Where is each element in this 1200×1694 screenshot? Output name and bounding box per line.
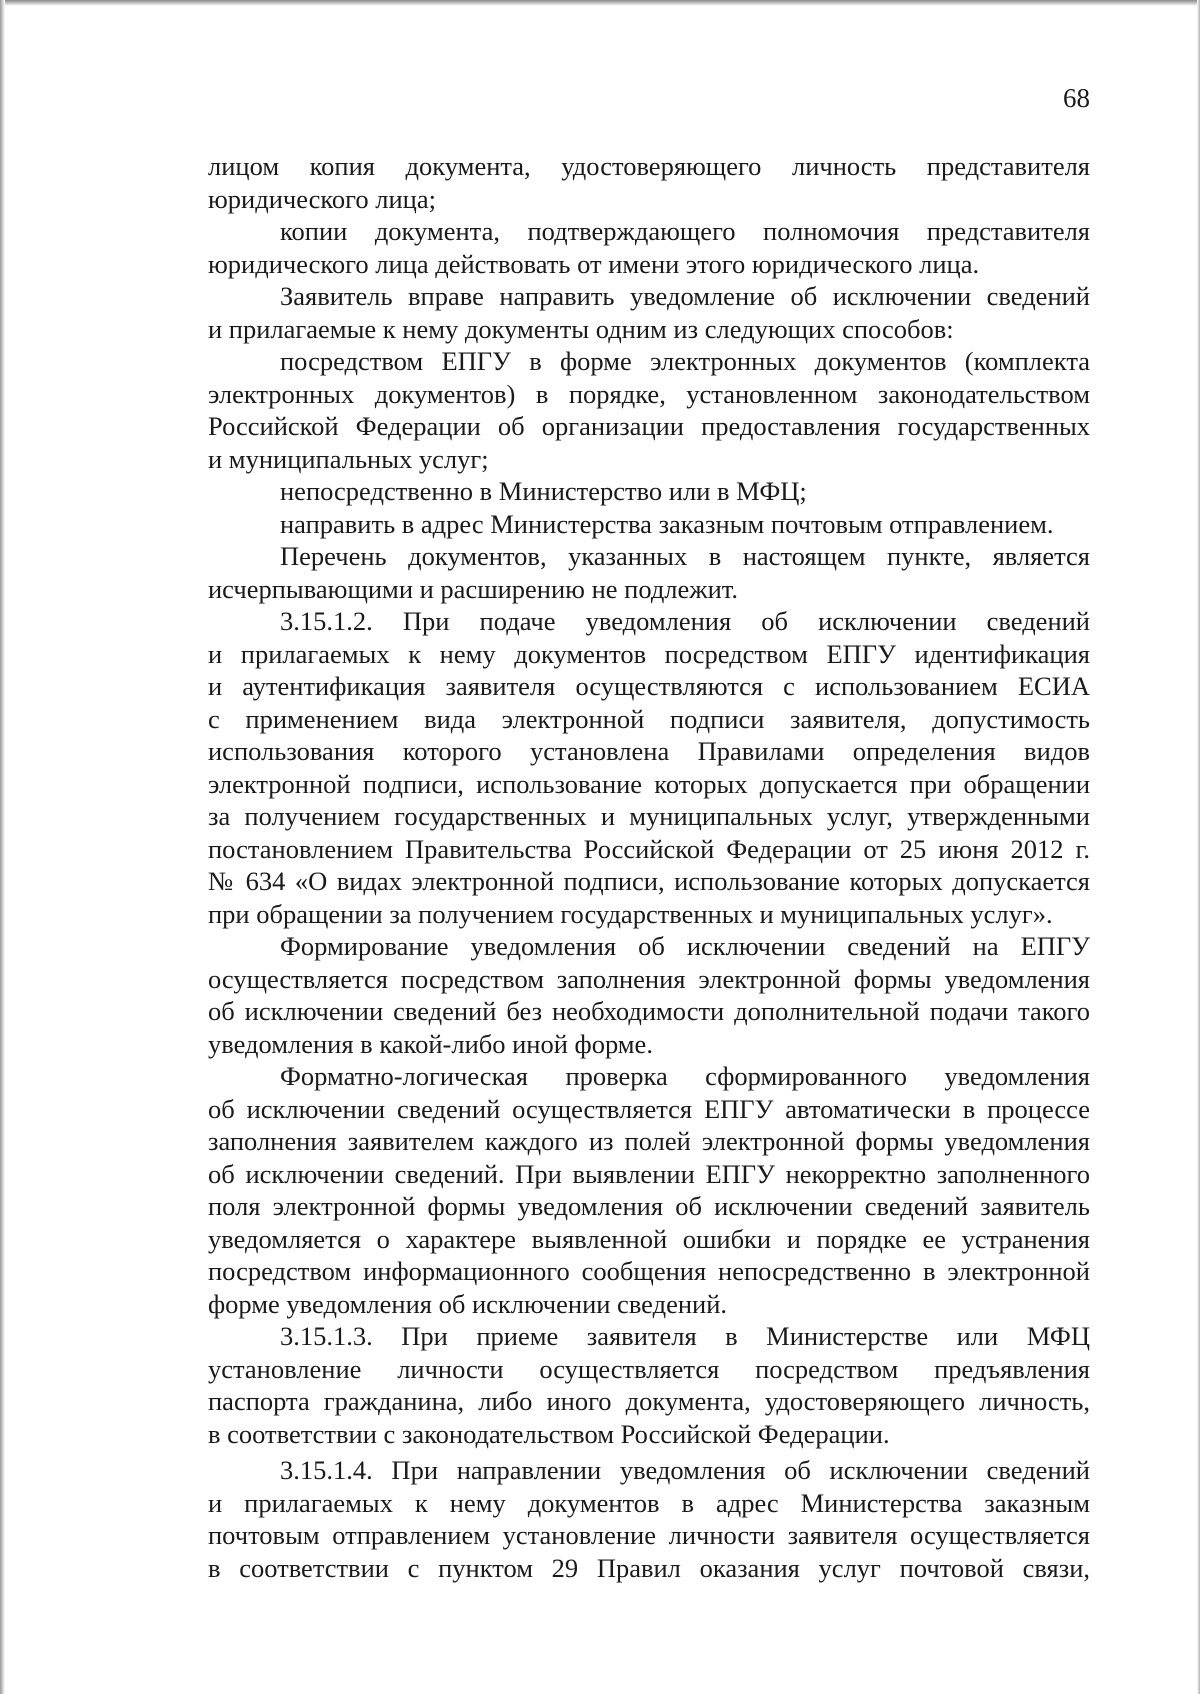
paragraph [208, 150, 1090, 183]
text-line: при обращении за получением государственных и муниципальных услуг». [208, 898, 1053, 929]
text-line: за получением государственных и муниципальных услуг, утвержденными [208, 801, 1090, 831]
paragraph-line [208, 865, 1090, 898]
paragraph-line [208, 1158, 1090, 1191]
paragraph-line [208, 963, 1090, 996]
text-line: посредством ЕПГУ в форме электронных документов (комплекта [280, 346, 1090, 376]
page-number: 68 [1063, 83, 1090, 113]
paragraph-line [208, 183, 1090, 216]
paragraph [208, 508, 1090, 541]
text-line: об исключении сведений осуществляется ЕПГУ автоматически в процессе [208, 1093, 1090, 1124]
paragraph-line [208, 703, 1090, 736]
text-line: Форматно-логическая проверка сформированного уведомления [280, 1061, 1090, 1091]
paragraph [208, 280, 1090, 313]
paragraph [208, 605, 1090, 638]
paragraph [208, 540, 1090, 573]
paragraph-line [208, 378, 1090, 411]
text-line: № 634 «О видах электронной подписи, использование которых допускается [208, 866, 1090, 896]
text-line: посредством информационного сообщения непосредственно в электронной [208, 1256, 1090, 1286]
paragraph [208, 475, 1090, 508]
paragraph-line [208, 735, 1090, 768]
paragraph-line [208, 768, 1090, 801]
text-line: об исключении сведений. При выявлении ЕПГУ некорректно заполненного [208, 1158, 1090, 1189]
paragraph-line [208, 1552, 1090, 1585]
text-line: уведомления в какой-либо иной форме. [208, 1028, 653, 1059]
paragraph [208, 1320, 1090, 1353]
text-line: электронных документов) в порядке, установленном законодательством [208, 378, 1090, 409]
text-line: и муниципальных услуг; [208, 443, 489, 474]
paragraph-line [208, 1288, 1090, 1321]
text-line: с применением вида электронной подписи заявителя, допустимость [208, 703, 1090, 734]
paragraph-line [208, 833, 1090, 866]
text-line: использования которого установлена Правилами определения видов [208, 736, 1090, 766]
paragraph-line [208, 898, 1090, 931]
text-line: 3.15.1.4. При направлении уведомления об исключении сведений [280, 1455, 1090, 1485]
paragraph [208, 1454, 1090, 1487]
text-line: и прилагаемых к нему документов в адрес Министерства заказным [208, 1487, 1090, 1518]
text-line: и прилагаемых к нему документов посредством ЕПГУ идентификация [208, 638, 1090, 669]
text-line: 3.15.1.2. При подаче уведомления об исключении сведений [280, 606, 1090, 636]
text-line: юридического лица действовать от имени этого юридического лица. [208, 248, 980, 279]
paragraph-line [208, 1353, 1090, 1386]
paragraph-line [208, 670, 1090, 703]
text-line: заполнения заявителем каждого из полей электронной формы уведомления [208, 1126, 1090, 1156]
text-line: Заявитель вправе направить уведомление об исключении сведений [280, 281, 1090, 311]
paragraph-line [208, 248, 1090, 281]
paragraph [208, 215, 1090, 248]
text-line: форме уведомления об исключении сведений. [208, 1288, 728, 1319]
text-line: осуществляется посредством заполнения электронной формы уведомления [208, 963, 1090, 994]
text-line: и прилагаемые к нему документы одним из следующих способов: [208, 313, 954, 344]
paragraph-line [208, 443, 1090, 476]
paragraph-line [208, 1519, 1090, 1552]
text-line: в соответствии с пунктом 29 Правил оказания услуг почтовой связи, [208, 1552, 1090, 1583]
text-line: паспорта гражданина, либо иного документа, удостоверяющего личность, [208, 1386, 1090, 1416]
text-line: в соответствии с законодательством Российской Федерации. [208, 1418, 890, 1449]
text-line: постановлением Правительства Российской Федерации от 25 июня 2012 г. [208, 833, 1090, 864]
text-line: копии документа, подтверждающего полномочия представителя [280, 216, 1090, 246]
text-line: лицом копия документа, удостоверяющего личность представителя [208, 151, 1090, 181]
text-line: электронной подписи, использование которых допускается при обращении [208, 768, 1090, 799]
paragraph-line [208, 800, 1090, 833]
text-line: направить в адрес Министерства заказным почтовым отправлением. [280, 508, 1054, 539]
paragraph-line [208, 1418, 1090, 1451]
text-line: об исключении сведений без необходимости дополнительной подачи такого [208, 996, 1090, 1026]
paragraph-line [208, 1223, 1090, 1256]
document-body [208, 150, 1090, 1584]
paragraph [208, 930, 1090, 963]
paragraph [208, 345, 1090, 378]
paragraph-line [208, 410, 1090, 443]
text-line: Перечень документов, указанных в настоящем пункте, является [280, 541, 1090, 571]
text-line: исчерпывающими и расширению не подлежит. [208, 573, 738, 604]
text-line: Российской Федерации об организации предоставления государственных [208, 411, 1090, 441]
paragraph-line [208, 1255, 1090, 1288]
paragraph-line [208, 638, 1090, 671]
paragraph-line [208, 1125, 1090, 1158]
paragraph-line [208, 1093, 1090, 1126]
text-line: почтовым отправлением установление личности заявителя осуществляется [208, 1520, 1090, 1550]
text-line: установление личности осуществляется посредством предъявления [208, 1353, 1090, 1384]
paragraph-line [208, 1385, 1090, 1418]
paragraph-line [208, 1190, 1090, 1223]
text-line: поля электронной формы уведомления об исключении сведений заявитель [208, 1191, 1090, 1221]
paragraph-line [208, 995, 1090, 1028]
scan-edge-top [0, 0, 1200, 6]
paragraph-line [208, 1487, 1090, 1520]
paragraph-line [208, 313, 1090, 346]
paragraph-line [208, 573, 1090, 606]
paragraph [208, 1060, 1090, 1093]
text-line: непосредственно в Министерство или в МФЦ; [280, 476, 807, 506]
text-line: и аутентификация заявителя осуществляются с использованием ЕСИА [208, 671, 1090, 701]
text-line: Формирование уведомления об исключении сведений на ЕПГУ [280, 931, 1090, 961]
text-line: уведомляется о характере выявленной ошибки и порядке ее устранения [208, 1223, 1090, 1254]
text-line: 3.15.1.3. При приеме заявителя в Министерстве или МФЦ [280, 1321, 1090, 1351]
paragraph-line [208, 1028, 1090, 1061]
text-line: юридического лица; [208, 183, 436, 214]
scan-edge-left [0, 0, 5, 1694]
